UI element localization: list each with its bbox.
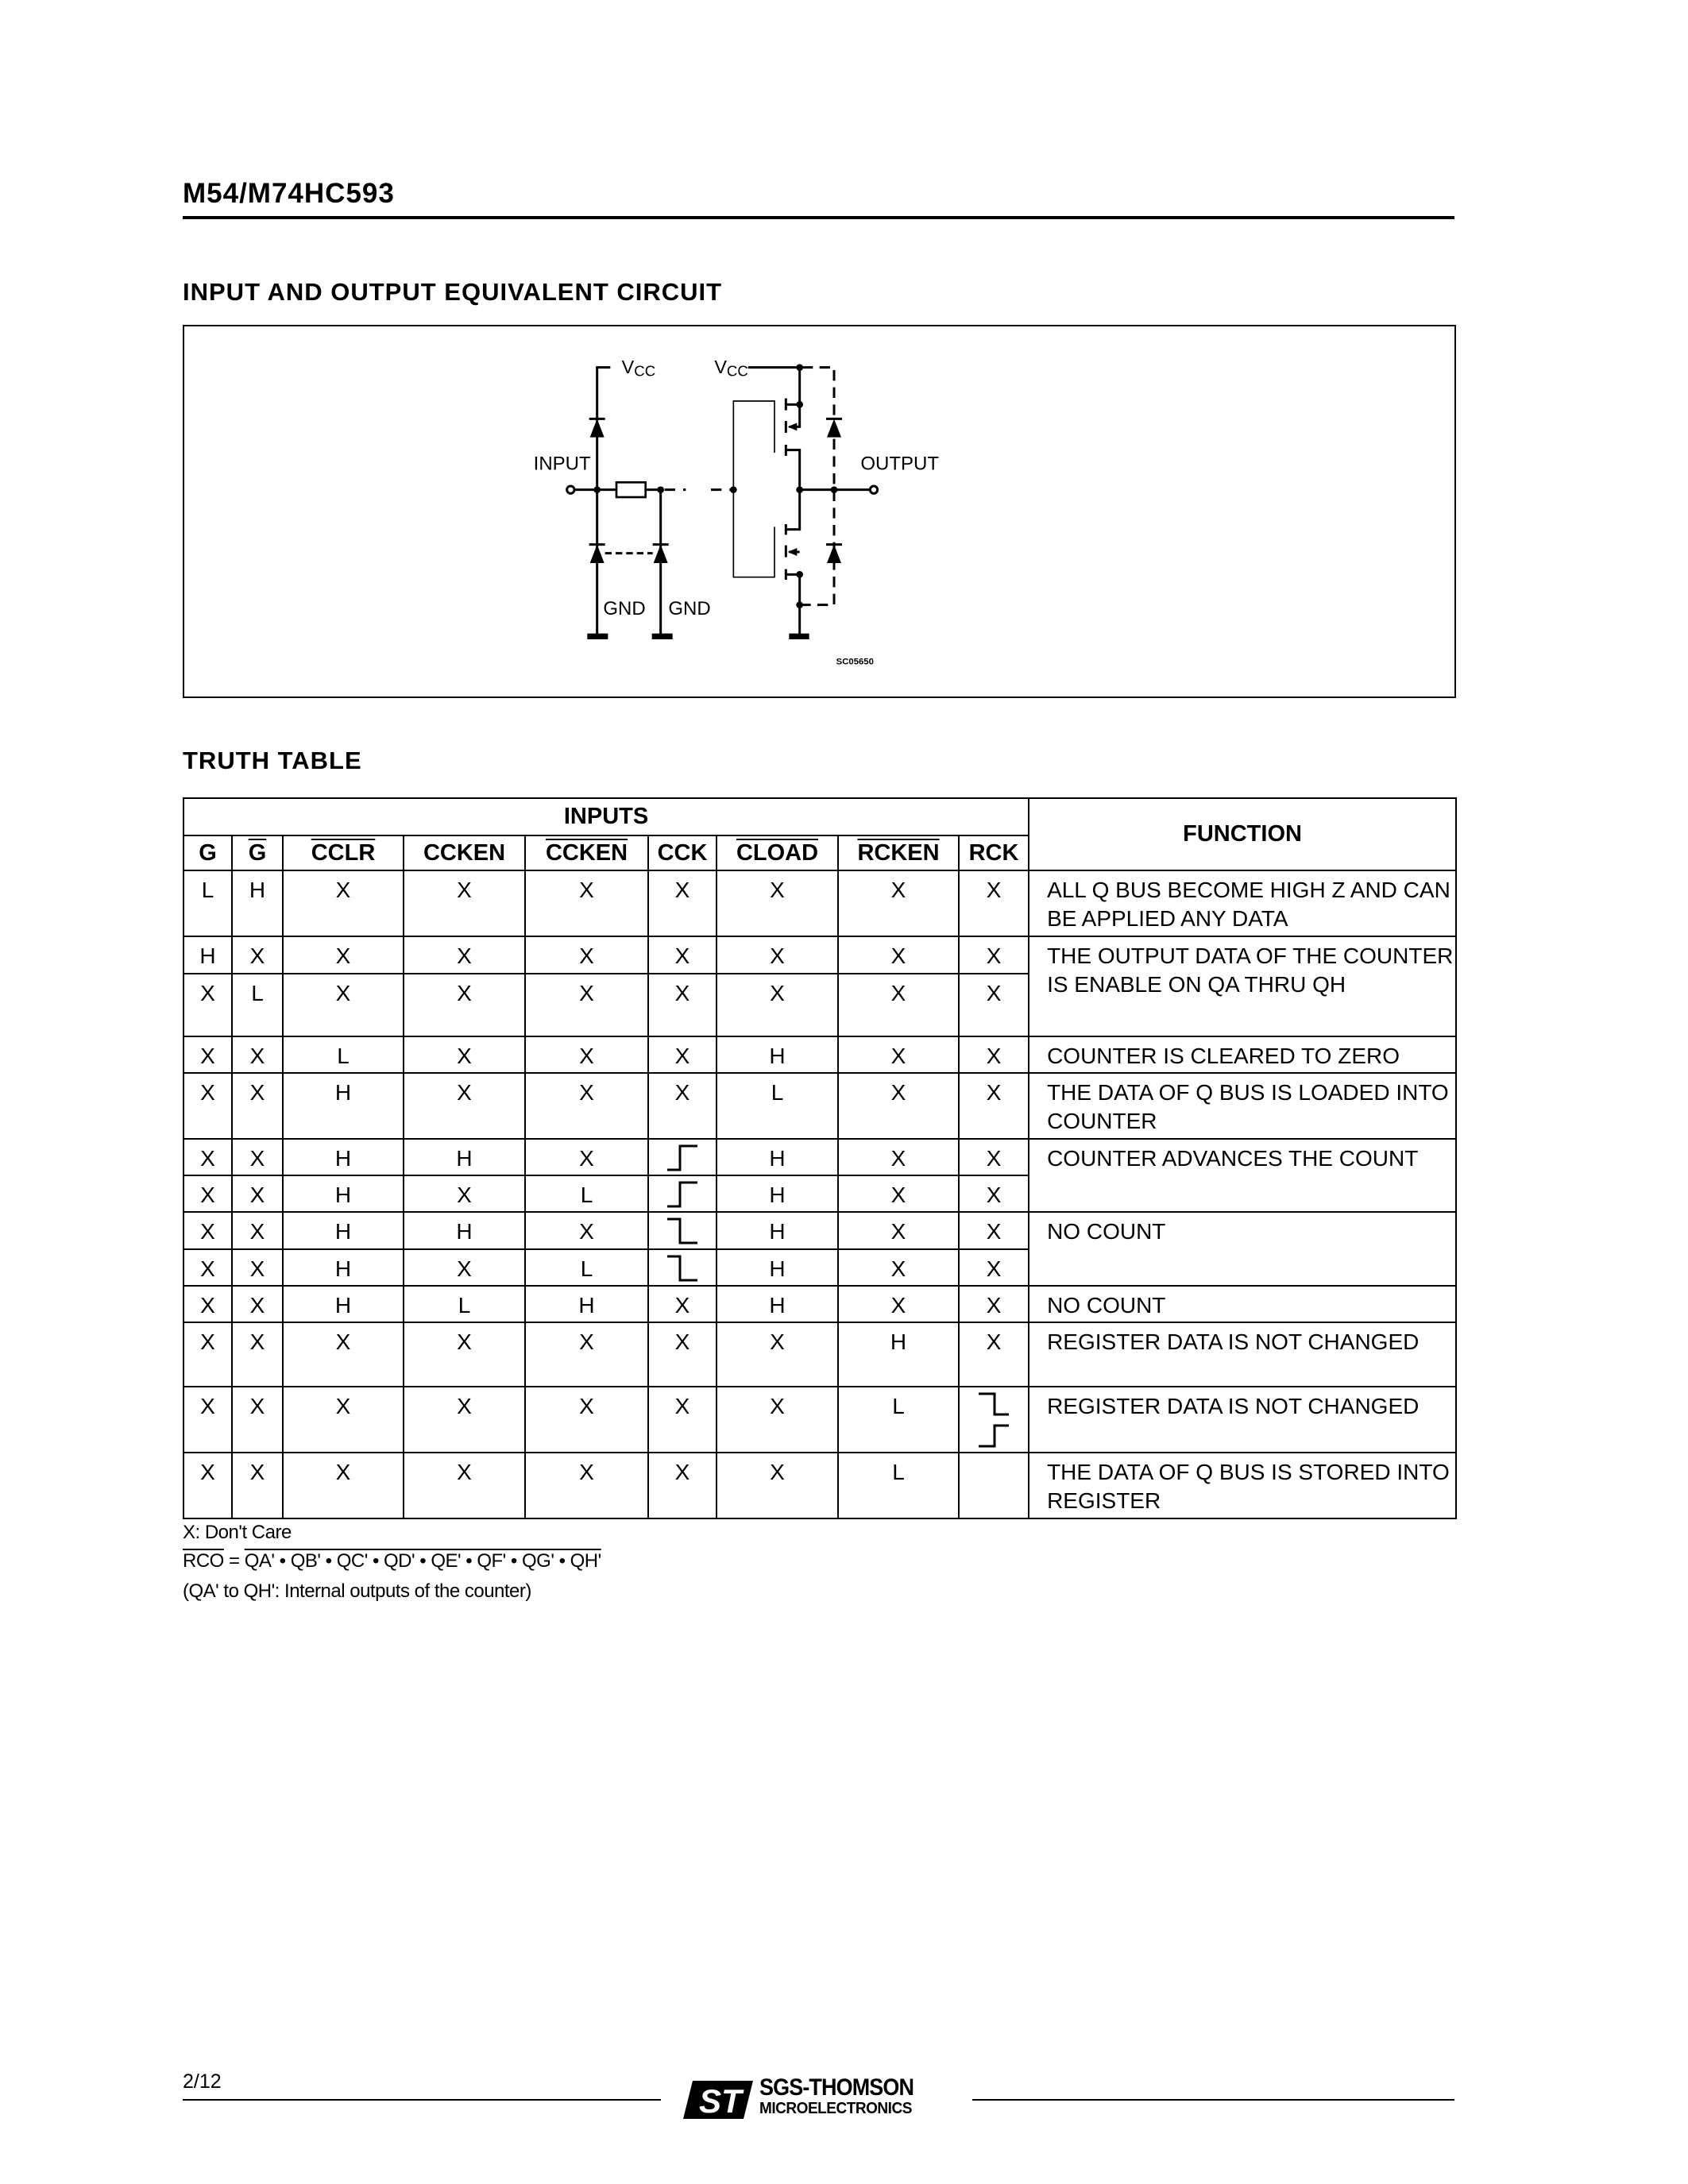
table-cell: L	[183, 870, 232, 936]
table-cell: X	[648, 1036, 717, 1073]
table-cell: X	[648, 1322, 717, 1387]
page-number: 2/12	[183, 2070, 222, 2093]
table-cell: X	[183, 1036, 232, 1073]
table-cell: X	[183, 1139, 232, 1175]
table-cell: X	[283, 1387, 404, 1453]
table-cell: H	[404, 1212, 525, 1249]
column-header	[404, 835, 525, 870]
table-cell: X	[404, 870, 525, 936]
truth-table-title: TRUTH TABLE	[183, 747, 362, 774]
table-cell: X	[525, 870, 648, 936]
table-row	[183, 1073, 1456, 1139]
logo-line1: SGS-THOMSON	[759, 2074, 914, 2101]
table-cell: L	[283, 1036, 404, 1073]
table-cell: L	[838, 1387, 959, 1453]
table-row	[183, 870, 1456, 936]
table-cell: H	[717, 1036, 838, 1073]
table-cell: X	[232, 1139, 283, 1175]
table-cell: L	[404, 1286, 525, 1322]
table-cell: X	[404, 1073, 525, 1139]
table-cell: H	[717, 1139, 838, 1175]
column-header-label: CCKEN	[545, 839, 628, 866]
table-cell: X	[183, 1322, 232, 1387]
table-cell: X	[648, 1073, 717, 1139]
table-cell: X	[648, 1387, 717, 1453]
table-cell: X	[404, 1175, 525, 1212]
table-cell: X	[959, 1036, 1029, 1073]
column-header	[283, 835, 404, 870]
table-cell	[648, 1175, 717, 1212]
table-cell: X	[183, 974, 232, 1036]
table-cell: L	[838, 1453, 959, 1518]
table-cell: H	[283, 1139, 404, 1175]
figure-code: SC05650	[836, 657, 874, 667]
pmos-source	[748, 368, 800, 427]
table-cell: X	[404, 1249, 525, 1286]
table-cell	[959, 1387, 1029, 1453]
column-header	[183, 835, 232, 870]
table-cell	[648, 1249, 717, 1286]
table-cell: X	[838, 1036, 959, 1073]
table-cell: X	[959, 1212, 1029, 1249]
falling-rising-edge-icon	[977, 1391, 1010, 1449]
note-dont-care: X: Don't Care	[183, 1522, 292, 1543]
input-label: INPUT	[533, 453, 591, 475]
table-cell: X	[959, 1249, 1029, 1286]
table-cell: X	[404, 1387, 525, 1453]
equivalent-circuit-diagram	[516, 334, 940, 675]
column-header	[525, 835, 648, 870]
table-cell: X	[283, 870, 404, 936]
table-cell: X	[525, 1212, 648, 1249]
table-cell	[959, 1453, 1029, 1518]
table-cell: H	[232, 870, 283, 936]
table-cell: X	[525, 1453, 648, 1518]
table-cell: H	[283, 1212, 404, 1249]
note-rco-equation	[183, 1550, 601, 1572]
table-cell: X	[717, 1322, 838, 1387]
table-cell: X	[959, 1322, 1029, 1387]
table-cell: X	[648, 870, 717, 936]
table-cell: X	[717, 974, 838, 1036]
table-cell: H	[717, 1249, 838, 1286]
table-cell: X	[525, 1073, 648, 1139]
table-cell: X	[232, 1249, 283, 1286]
table-cell: X	[232, 936, 283, 974]
table-cell	[648, 1212, 717, 1249]
table-cell: X	[838, 870, 959, 936]
table-cell: X	[525, 1139, 648, 1175]
column-header	[959, 835, 1029, 870]
table-cell: X	[232, 1073, 283, 1139]
table-cell: X	[404, 1453, 525, 1518]
table-cell: X	[232, 1387, 283, 1453]
rco-lhs: $\overline{RCO}$	[183, 1550, 224, 1572]
table-cell: X	[183, 1212, 232, 1249]
table-cell: X	[525, 1387, 648, 1453]
gnd-label: GND	[668, 598, 711, 619]
function-cell: NO COUNT	[1029, 1286, 1456, 1322]
note-internal-outputs: (QA' to QH': Internal outputs of the counter)	[183, 1580, 531, 1602]
table-cell: X	[648, 974, 717, 1036]
table-cell: H	[717, 1175, 838, 1212]
table-cell: X	[183, 1453, 232, 1518]
dashed-clamp-path	[802, 368, 834, 605]
rco-equals: =	[223, 1550, 245, 1572]
table-cell: X	[404, 974, 525, 1036]
resistor	[616, 482, 646, 497]
table-cell: X	[838, 1073, 959, 1139]
table-cell: X	[404, 936, 525, 974]
footer-rule-left	[183, 2099, 661, 2101]
svg-text:ST: ST	[699, 2082, 742, 2120]
table-row	[183, 1322, 1456, 1387]
function-cell: THE DATA OF Q BUS IS STORED INTO REGISTER	[1029, 1453, 1456, 1518]
table-row	[183, 1286, 1456, 1322]
table-cell: X	[838, 974, 959, 1036]
logo-line2: MICROELECTRONICS	[759, 2100, 912, 2117]
table-cell: H	[838, 1322, 959, 1387]
table-cell: L	[232, 974, 283, 1036]
table-cell: X	[232, 1175, 283, 1212]
table-cell: X	[232, 1453, 283, 1518]
function-cell: THE OUTPUT DATA OF THE COUNTER IS ENABLE ON QA THRU QH	[1029, 936, 1456, 1036]
table-cell: X	[717, 1453, 838, 1518]
table-cell: X	[959, 1073, 1029, 1139]
table-cell: X	[717, 870, 838, 936]
table-cell: X	[959, 1175, 1029, 1212]
vcc-label-left: VCC	[621, 357, 656, 380]
table-cell: X	[525, 1036, 648, 1073]
table-cell: X	[959, 936, 1029, 974]
input-terminal	[567, 486, 574, 493]
function-cell: REGISTER DATA IS NOT CHANGED	[1029, 1322, 1456, 1387]
table-cell: X	[283, 974, 404, 1036]
vcc-label-right: VCC	[714, 357, 748, 380]
column-header-label: $\overline{G}$	[248, 839, 267, 866]
table-cell: X	[959, 1139, 1029, 1175]
table-cell: H	[404, 1139, 525, 1175]
st-logo-mark-icon	[683, 2074, 755, 2122]
rising-edge-icon	[666, 1143, 699, 1173]
table-cell: X	[404, 1322, 525, 1387]
table-cell: X	[232, 1036, 283, 1073]
column-header-label: G	[199, 839, 217, 866]
table-cell: X	[183, 1175, 232, 1212]
table-cell: X	[404, 1036, 525, 1073]
table-row	[183, 1453, 1456, 1518]
table-cell: H	[283, 1073, 404, 1139]
table-cell: X	[838, 936, 959, 974]
rco-rhs: QA' • QB' • QC' • QD' • QE' • QF' • QG' • QH'	[244, 1550, 601, 1572]
table-row	[183, 1212, 1456, 1249]
function-cell: NO COUNT	[1029, 1212, 1456, 1286]
function-cell: COUNTER ADVANCES THE COUNT	[1029, 1139, 1456, 1212]
table-cell: H	[183, 936, 232, 974]
table-cell: H	[525, 1286, 648, 1322]
inputs-header: INPUTS	[183, 798, 1029, 835]
function-cell: REGISTER DATA IS NOT CHANGED	[1029, 1387, 1456, 1453]
column-header-label: CCK	[657, 839, 708, 866]
table-cell: X	[232, 1212, 283, 1249]
table-cell: X	[838, 1249, 959, 1286]
table-cell: X	[838, 1139, 959, 1175]
function-header: FUNCTION	[1029, 798, 1456, 870]
column-header-label: RCK	[968, 839, 1019, 866]
footer-rule-right	[972, 2099, 1454, 2101]
table-cell: X	[959, 1286, 1029, 1322]
table-row	[183, 1036, 1456, 1073]
table-cell: X	[283, 1322, 404, 1387]
truth-table	[183, 797, 1457, 1519]
document-title: M54/M74HC593	[183, 178, 395, 209]
circuit-section-title: INPUT AND OUTPUT EQUIVALENT CIRCUIT	[183, 278, 723, 306]
table-cell: L	[525, 1249, 648, 1286]
table-cell: X	[838, 1175, 959, 1212]
falling-edge-icon	[666, 1216, 699, 1246]
table-cell: H	[717, 1286, 838, 1322]
output-terminal	[870, 486, 877, 493]
table-cell: X	[838, 1286, 959, 1322]
table-cell: X	[183, 1249, 232, 1286]
table-cell: H	[283, 1175, 404, 1212]
table-cell: X	[283, 936, 404, 974]
table-row	[183, 1387, 1456, 1453]
table-cell: X	[717, 1387, 838, 1453]
table-cell: X	[525, 936, 648, 974]
table-cell: X	[838, 1212, 959, 1249]
table-cell: X	[232, 1286, 283, 1322]
mos-connections	[786, 404, 799, 635]
table-cell: X	[959, 870, 1029, 936]
table-cell: X	[183, 1387, 232, 1453]
table-cell: X	[525, 974, 648, 1036]
table-cell: X	[648, 1453, 717, 1518]
table-row	[183, 1139, 1456, 1175]
table-cell: L	[717, 1073, 838, 1139]
input-vcc-rail	[597, 368, 611, 635]
column-header	[717, 835, 838, 870]
gnd-label: GND	[603, 598, 646, 619]
table-cell: H	[717, 1212, 838, 1249]
rising-edge-icon	[666, 1179, 699, 1210]
table-cell: X	[717, 936, 838, 974]
table-cell: H	[283, 1286, 404, 1322]
table-row	[183, 936, 1456, 974]
table-cell: X	[525, 1322, 648, 1387]
column-header	[648, 835, 717, 870]
header-rule	[183, 216, 1454, 219]
output-label: OUTPUT	[860, 453, 940, 475]
gate-connection	[733, 401, 774, 577]
column-header	[838, 835, 959, 870]
table-cell: X	[648, 1286, 717, 1322]
table-cell: X	[959, 974, 1029, 1036]
table-cell: X	[232, 1322, 283, 1387]
table-cell: X	[183, 1073, 232, 1139]
table-cell: X	[183, 1286, 232, 1322]
table-cell: L	[525, 1175, 648, 1212]
function-cell: COUNTER IS CLEARED TO ZERO	[1029, 1036, 1456, 1073]
table-cell: X	[648, 936, 717, 974]
function-cell: THE DATA OF Q BUS IS LOADED INTO COUNTER	[1029, 1073, 1456, 1139]
sgs-thomson-logo	[683, 2074, 953, 2122]
column-header	[232, 835, 283, 870]
column-header-label: CLOAD	[736, 839, 819, 866]
table-cell: X	[283, 1453, 404, 1518]
column-header-label: CCLR	[311, 839, 376, 866]
table-cell	[648, 1139, 717, 1175]
function-cell: ALL Q BUS BECOME HIGH Z AND CAN BE APPLIED ANY DATA	[1029, 870, 1456, 936]
table-cell: H	[283, 1249, 404, 1286]
falling-edge-icon	[666, 1253, 699, 1283]
column-header-label: RCKEN	[857, 839, 940, 866]
column-header-label: CCKEN	[423, 839, 506, 866]
